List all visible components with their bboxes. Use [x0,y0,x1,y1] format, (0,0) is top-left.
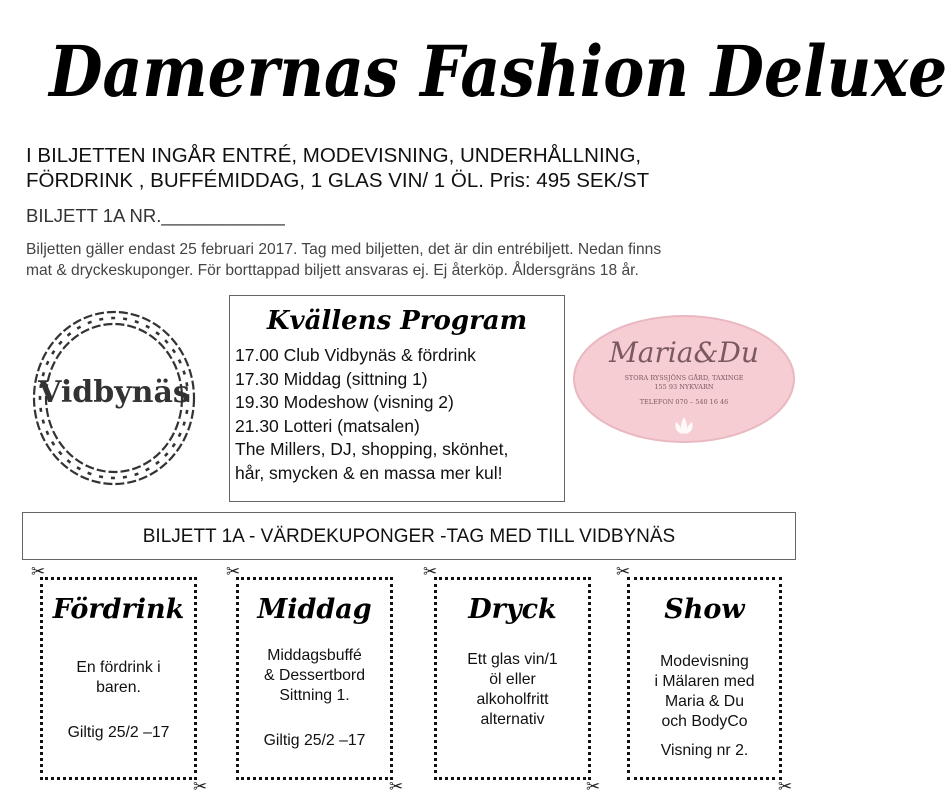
coupon-title: Middag [257,594,372,625]
maria-du-address-1: STORA RYSSJÖNS GÅRD, TAXINGE [624,374,744,382]
coupon-body-line: Middagsbuffé [267,647,362,664]
coupon-body-line: Modevisning [660,653,749,670]
program-title: Kvällens Program [266,306,528,336]
evening-program [229,295,565,502]
coupon-title: Show [664,594,745,625]
page-title: Damernas Fashion Deluxe [49,30,947,113]
program-line: 21.30 Lotteri (matsalen) [235,415,420,436]
coupon-title: Fördrink [52,594,185,625]
validity-line-2: mat & dryckeskuponger. För borttappad biljett ansvaras ej. Ej återköp. Åldersgräns 18 år. [26,262,639,279]
coupon-body [239,646,390,706]
includes-line-2: FÖRDRINK , BUFFÉMIDDAG, 1 GLAS VIN/ 1 ÖL. Pris: 495 SEK/ST [26,169,650,192]
coupon-body [437,650,588,730]
coupons-banner: BILJETT 1A - VÄRDEKUPONGER -TAG MED TILL VIDBYNÄS [22,512,796,560]
ticket-validity [26,239,806,281]
maria-du-name: Maria&Du [609,336,759,369]
scissors-icon: ✂ [423,562,438,581]
coupon-dryck[interactable] [434,577,591,780]
validity-line-1: Biljetten gäller endast 25 februari 2017. Tag med biljetten, det är din entrébiljett. Nedan finns [26,241,662,258]
coupon-body-line: & Dessertbord [264,667,365,684]
coupon-validity: Visning nr 2. [660,742,749,759]
coupon-body-line: och BodyCo [661,713,748,730]
coupon-body-line: alkoholfritt [476,691,549,708]
scissors-icon: ✂ [778,777,793,796]
scissors-icon: ✂ [31,562,46,581]
program-line: 17.00 Club Vidbynäs & fördrink [235,345,476,365]
scissors-icon: ✂ [226,562,241,581]
ticket-number: BILJETT 1A NR.____________ [26,205,285,226]
coupon-fordrink[interactable] [40,577,197,780]
program-line: The Millers, DJ, shopping, skönhet, [235,439,509,459]
coupon-body [630,652,779,732]
coupon-body-line: Ett glas vin/1 [467,651,558,668]
maria-du-address-2: 155 93 NYKVARN [654,383,714,391]
coupon-validity: Giltig 25/2 –17 [67,724,170,741]
coupon-body-line: En fördrink i [76,659,161,676]
coupon-middag[interactable] [236,577,393,780]
scissors-icon: ✂ [389,777,404,796]
coupon-body-line: i Mälaren med [654,673,755,690]
scissors-icon: ✂ [586,777,601,796]
scissors-icon: ✂ [193,777,208,796]
coupon-show[interactable] [627,577,782,780]
includes-line-1: I BILJETTEN INGÅR ENTRÉ, MODEVISNING, UNDERHÅLLNING, [26,144,642,167]
maria-du-logo [572,314,796,444]
scissors-icon: ✂ [616,562,631,581]
coupon-body-line: Maria & Du [664,693,744,710]
coupon-body-line: Sittning 1. [279,687,350,704]
coupon-body-line: alternativ [480,711,545,728]
coupon-body [43,658,194,698]
ticket-includes [26,143,806,193]
maria-du-phone: TELEFON 070 – 540 16 46 [639,398,729,406]
coupon-body-line: öl eller [489,671,536,688]
program-line: 17.30 Middag (sittning 1) [235,368,428,389]
program-line: hår, smycken & en massa mer kul! [235,462,503,483]
coupon-validity: Giltig 25/2 –17 [263,732,366,749]
program-line: 19.30 Modeshow (visning 2) [235,392,454,412]
coupon-title: Dryck [468,594,557,625]
coupon-body-line: baren. [96,679,141,696]
vidbynas-logo-text: Vidbynäs [38,375,190,410]
